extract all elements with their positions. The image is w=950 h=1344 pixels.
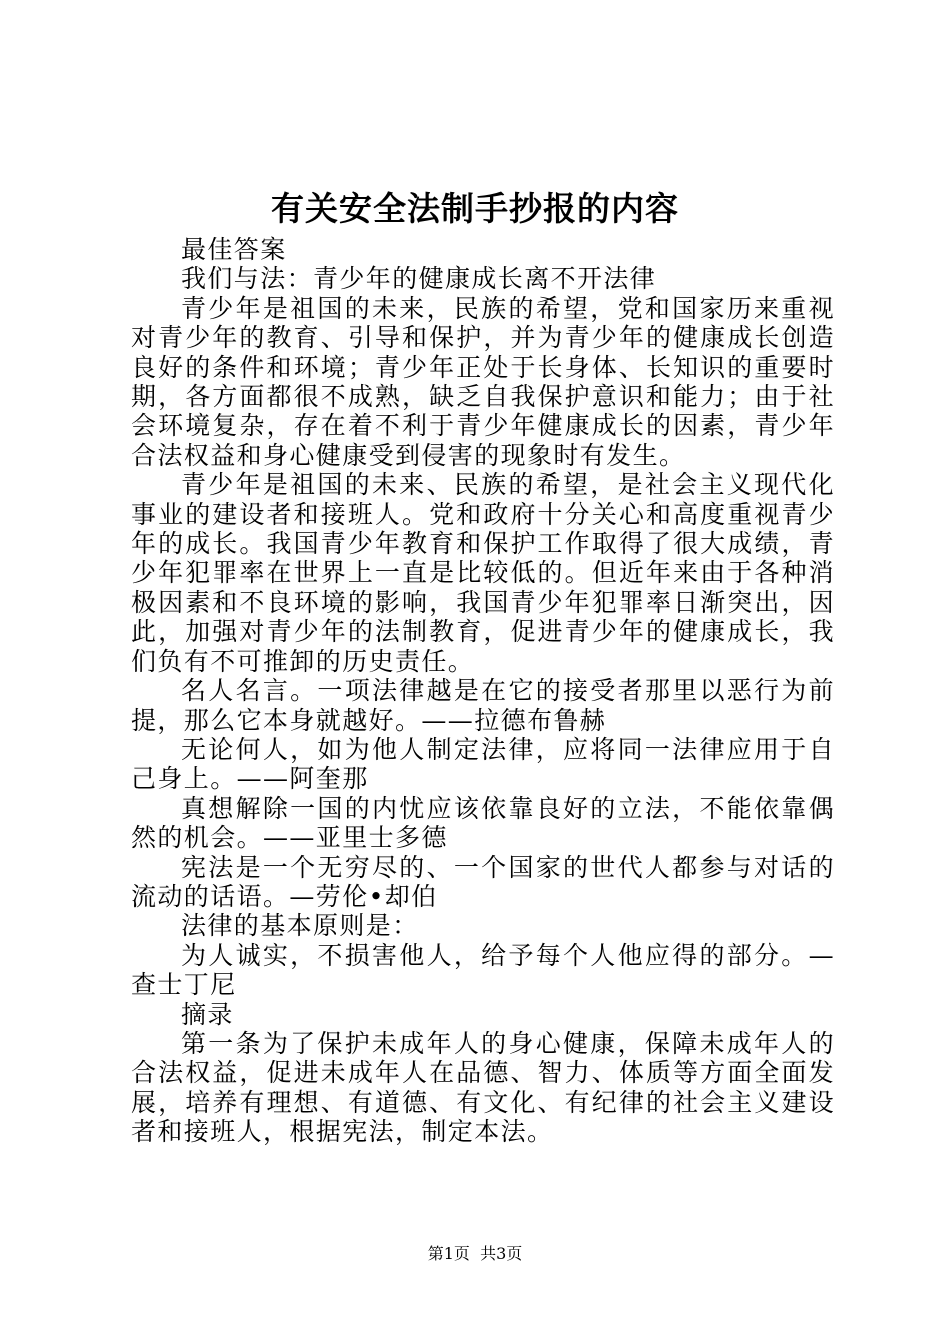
paragraph: 最佳答案: [181, 235, 287, 264]
paragraph: 真想解除一国的内忧应该依靠良好的立法，不能依靠偶然的机会。——亚里士多德: [131, 793, 835, 853]
paragraph: 为人诚实，不损害他人，给予每个人他应得的部分。—查士丁尼: [131, 940, 835, 1000]
document-body: [131, 235, 835, 1147]
paragraph: 摘录: [181, 999, 234, 1029]
paragraph: 法律的基本原则是：: [181, 911, 419, 941]
paragraph: 宪法是一个无穷尽的、一个国家的世代人都参与对话的流动的话语。—劳伦•却伯: [131, 852, 835, 911]
paragraph: 第一条为了保护未成年人的身心健康，保障未成年人的合法权益，促进未成年人在品德、智力、体质等方面全面发展，培养有理想、有道德、有文化、有纪律的社会主义建设者和接班人，根据宪法，制定本法。: [131, 1028, 835, 1147]
paragraph: 名人名言。一项法律越是在它的接受者那里以恶行为前提，那么它本身就越好。——拉德布鲁赫: [131, 676, 835, 735]
page-footer: [0, 1243, 950, 1265]
page-title: 有关安全法制手抄报的内容: [271, 189, 679, 228]
paragraph: 无论何人，如为他人制定法律，应将同一法律应用于自己身上。——阿奎那: [131, 734, 835, 794]
paragraph: 青少年是祖国的未来、民族的希望，是社会主义现代化事业的建设者和接班人。党和政府十分关心和高度重视青少年的成长。我国青少年教育和保护工作取得了很大成绩，青少年犯罪率在世界上一直是比较低的。但近年来由于各种消极因素和不良环境的影响，我国青少年犯罪率日渐突出，因此，加强对青少年的法制教育，促进青少年的健康成长，我们负有不可推卸的历史责任。: [131, 470, 835, 676]
page-number: 第1页 共3页: [427, 1244, 523, 1263]
paragraph: 我们与法：青少年的健康成长离不开法律: [181, 264, 657, 294]
paragraph: 青少年是祖国的未来，民族的希望，党和国家历来重视对青少年的教育、引导和保护，并为青少年的健康成长创造良好的条件和环境；青少年正处于长身体、长知识的重要时期，各方面都很不成熟，缺乏自我保护意识和能力；由于社会环境复杂，存在着不利于青少年健康成长的因素，青少年合法权益和身心健康受到侵害的现象时有发生。: [131, 293, 835, 470]
